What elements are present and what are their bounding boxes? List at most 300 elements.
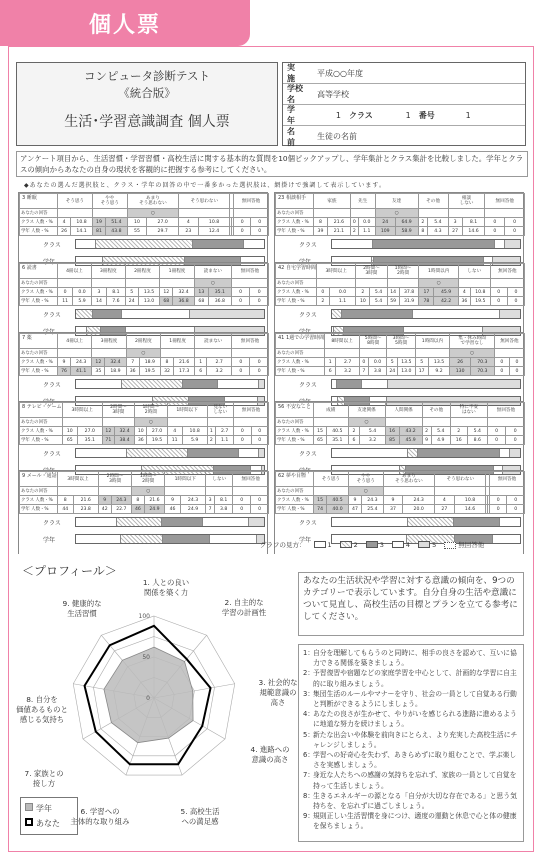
class-bar-segment-1 [76,518,117,526]
advice-item: 4： あなたの良さが生かせて、やりがいを感じられる進路に進めるように地道な努力を続けましょう。 [303,710,517,729]
grade-count-cell: 1.1 [329,297,356,306]
school-label: 学校名 [287,84,303,104]
grade-count-cell: 40.0 [327,505,349,514]
class-count-cell: 2.7 [216,427,234,436]
your-answer-cell: ○ [419,279,458,288]
panel-number: 3 [22,195,26,201]
row-label-class: クラス 人数・% [276,288,317,297]
class-count-cell: 13 [194,288,208,297]
class-bar-segment-5 [259,380,264,388]
class-count-cell: 8 [160,358,173,367]
row-label-you: あなたの回答 [20,209,58,218]
panel-category-name: メール・通話 [26,473,57,479]
gakunen-value: 1 [335,110,341,120]
class-bar-segment-5 [388,380,520,388]
grade-count-cell: 0 [251,505,269,514]
panel-table [19,471,269,514]
class-count-cell: 12 [92,358,105,367]
your-answer-cell: ○ [126,349,160,358]
legend-item-2: 2 [340,541,358,549]
class-count-cell: 26 [450,358,471,367]
your-answer-cell [92,209,127,218]
class-count-cell: 4 [167,427,182,436]
class-bar-segment-1 [76,240,96,248]
panel-table [275,471,525,514]
class-count-cell: 15 [314,427,327,436]
class-count-cell: 0 [234,218,251,227]
row-label-grade: 学年 人数・% [20,367,58,376]
row-label-class: クラス 人数・% [20,358,58,367]
grade-count-cell: 2 [350,227,358,236]
your-answer-cell: ○ [348,418,385,427]
panel-option-header: 無回答他 [234,403,269,418]
grade-count-cell: 7 [206,505,215,514]
panel-option-header: 5時間～ 8時間 [359,334,387,349]
class-count-cell: 24.3 [362,496,384,505]
class-bar-label: クラス [43,382,61,389]
panel-option-header: 4冊以上 [58,334,92,349]
grade-count-cell: 71 [102,436,114,445]
class-bar-segment-2 [122,380,183,388]
grade-count-cell: 6 [195,367,207,376]
class-count-cell: 0 [506,427,525,436]
class-count-cell: 0.0 [368,358,387,367]
panel-option-header: 無回答他 [231,264,268,279]
row-label-grade: 学年 人数・% [20,436,63,445]
class-count-cell: 4 [458,288,470,297]
class-count-cell: 0 [251,496,269,505]
panel-number: 8 [22,404,26,410]
grade-count-cell: 4.9 [431,436,450,445]
panel-category-name: 薬 [26,335,32,341]
grade-count-cell: 3.2 [336,367,360,376]
class-count-cell: 32.4 [115,427,135,436]
grade-count-cell: 20.0 [403,505,435,514]
panel-option-header: 2冊程度 [126,334,160,349]
class-bar-segment-3 [188,449,239,457]
gakunen-label: 学 年 [287,105,301,125]
advice-item: 3： 集団生活のルールやマナーを守り、社会の一員として自覚ある行動と判断ができるようにしましょう。 [303,689,517,709]
radar-scale-label: 50 [142,654,150,661]
your-answer-cell [160,279,195,288]
grade-count-cell: 2 [207,436,216,445]
info-row-class [283,105,525,126]
class-count-cell: 9 [58,358,71,367]
class-count-cell: 0 [487,427,506,436]
grade-count-cell: 0 [233,505,251,514]
your-answer-cell: ○ [450,349,494,358]
class-bar-segment-5 [190,310,264,318]
class-count-cell: 5 [387,358,398,367]
class-bar-segment-4 [413,310,499,318]
grade-bar-label: 学年 [43,537,56,544]
panel-option-header: しない [458,264,490,279]
grade-count-cell: 58.9 [395,227,418,236]
radar-axis-label: 3. 社会的な規範意識の高さ [258,678,298,707]
grade-bar-segment-4 [210,535,257,543]
panel-option-header: 2冊程度 [125,264,160,279]
grade-count-cell: 39 [314,227,328,236]
panel-option-header: 見ない しない [207,403,234,418]
radar-axis-label: 6. 学習への主体的な取り組み [70,807,130,826]
class-bar [331,309,521,319]
your-answer-cell [231,279,268,288]
grade-count-cell: 65 [62,436,77,445]
grade-count-cell: 0 [232,367,250,376]
panel-option-header: 集・休み時間 で学習なし [450,334,494,349]
row-label-class: クラス 人数・% [276,218,314,227]
grade-count-cell: 25.4 [362,505,384,514]
class-bar-segment-1 [76,380,122,388]
grade-count-cell: 5.4 [370,297,387,306]
grade-count-cell: 36.8 [173,297,194,306]
grade-count-cell: 43.8 [106,227,128,236]
panel-option-header: 読まない [194,264,231,279]
class-count-cell: 70.3 [470,358,494,367]
panel-table [19,333,269,376]
your-answer-cell [58,487,99,496]
panel-option-header: 3冊程度 [91,264,125,279]
panel-table [275,263,525,306]
grade-count-cell: 24.9 [180,505,205,514]
radar-axis-label: 1. 人との良い関係を築く力 [142,578,190,597]
your-answer-cell [435,487,486,496]
grade-count-cell: 11 [58,297,73,306]
panel-option-header: 3冊程度 [92,334,126,349]
radar-legend-grade: 学年 [25,801,73,816]
class-bar-segment-2 [76,310,93,318]
class-count-cell: 10.8 [198,218,230,227]
grade-count-cell: 11 [167,436,182,445]
panel-option-header: 1冊程度 [160,334,194,349]
class-bar-segment-4 [218,380,259,388]
class-count-cell: 5.4 [467,427,487,436]
your-answer-cell: ○ [127,209,178,218]
your-answer-cell [359,349,387,358]
advice-item: 9： 規則正しい生活習慣を身につけ、適度の運動と休息で心と体の健康を保ちましょう。 [303,812,517,831]
panel-option-header: 3時間～ 5時間 [387,334,415,349]
class-bar [75,517,265,527]
radar-axis-label: 2. 自主的な学習の計画性 [221,598,267,617]
grade-count-cell: 36.8 [208,297,231,306]
panel-option-header: 成績 [314,403,349,418]
your-answer-cell [356,279,387,288]
your-answer-cell [58,279,92,288]
advice-item: 1： 自分を理解してもらうのと同時に、相手の良さを認めて、互いに協力できる関係を築きましょう。 [303,649,517,668]
intro-text: アンケート項目から、生活習慣・学習習慣・高校生活に関する基本的な質問を10個ピックアップし、学年集計とクラス集計を比較しました。学年とクラスの傾向からあなたの自身の現状を客観的に把握する参考にしてください。 [16,151,528,177]
class-count-cell: 10.8 [470,288,490,297]
class-count-cell: 1 [195,358,207,367]
your-answer-cell: ○ [348,487,383,496]
class-count-cell: 10 [62,427,77,436]
class-count-cell: 8 [132,496,145,505]
grade-count-cell: 78 [419,297,434,306]
class-count-cell: 27.0 [77,427,102,436]
class-bar-segment-3 [162,518,203,526]
school-value: 高等学校 [317,89,349,99]
row-label-you: あなたの回答 [276,487,314,496]
grade-count-cell: 24 [387,367,398,376]
grade-bar-label: 学年 [299,537,312,544]
class-count-cell: 3 [448,218,462,227]
class-bar-label: クラス [299,242,317,249]
class-bar-segment-3 [183,380,219,388]
jisshi-label: 実 施 [287,63,301,83]
class-count-cell: 0 [350,218,358,227]
bango-label: 番号 [418,110,435,120]
your-answer-cell [165,487,206,496]
radar-axis-label: 8. 自分を価値あるものと感じる気持ち [16,695,68,724]
name-value: 生徒の名前 [317,132,357,141]
class-bar [75,309,265,319]
panel-option-header: 無回答他 [490,264,524,279]
class-count-cell: 40.5 [327,496,349,505]
panel-option-header: 3時間以上 [58,472,99,487]
panel-option-header: 1冊程度 [160,264,195,279]
panel-option-header: 無回答他 [232,334,269,349]
grade-bar-label: 学年 [299,399,312,406]
panel-option-header: 先生 [350,194,375,209]
legend-item-1: 1 [314,541,332,549]
panel-category-name: 夢や目標 [285,473,306,479]
panel-table [275,333,525,376]
grade-count-cell: 16 [450,436,467,445]
your-answer-cell [167,418,207,427]
class-count-cell: 5 [415,358,428,367]
grade-count-cell: 0 [231,297,250,306]
class-bar-segment-5 [259,449,264,457]
grade-count-cell: 8.6 [467,436,487,445]
class-count-cell: 32.4 [105,358,126,367]
panel-option-header: 4冊以上 [58,264,92,279]
class-count-cell: 45.9 [434,288,458,297]
class-count-cell: 9 [165,496,181,505]
your-answer-cell [487,418,524,427]
bango-value: 1 [465,110,471,120]
your-answer-cell [62,418,102,427]
grade-count-cell: 13.0 [138,297,159,306]
class-count-cell: 0 [490,496,507,505]
jisshi-value: 平成○○年度 [317,68,363,78]
grade-count-cell: 0 [490,297,507,306]
grade-count-cell: 42 [98,505,111,514]
panel-table [19,402,269,445]
panel-option-header: 3時間以上 [62,403,102,418]
radar-axis-label: 5. 高校生活への満足感 [180,807,220,826]
grade-count-cell: 0 [505,227,525,236]
grade-count-cell: 26 [58,227,71,236]
panel-option-header: 無回答他 [234,194,269,209]
class-count-cell: 0.0 [73,288,92,297]
advice-item: 6： 学習への好奇心を失わず、あきらめずに取り組むことで、学ぶ楽しさを実感しましょう。 [303,751,517,770]
class-count-cell: 21.6 [73,496,98,505]
class-count-cell: 21.6 [144,496,165,505]
row-label-grade: 学年 人数・% [20,297,58,306]
class-count-cell: 4 [435,496,454,505]
radar-scale-label: 0 [146,695,150,702]
row-label-grade: 学年 人数・% [276,505,314,514]
class-count-cell: 8.1 [107,288,126,297]
your-answer-cell [490,487,525,496]
profile-title: ＜プロフィール＞ [22,564,117,578]
grade-count-cell: 19.5 [470,297,490,306]
your-answer-cell [448,209,485,218]
grade-count-cell: 2 [316,297,329,306]
panel-option-header: しない [206,472,233,487]
grade-count-cell: 85 [385,436,399,445]
your-answer-cell [207,418,234,427]
document-title-box [16,62,278,146]
grade-count-cell: 23.8 [73,505,98,514]
row-label-class: クラス 人数・% [20,496,58,505]
your-answer-cell: ○ [375,209,418,218]
grade-count-cell: 68 [160,297,173,306]
class-count-cell: 16 [385,427,399,436]
class-count-cell: 2.7 [336,358,360,367]
grade-bar [75,534,265,544]
class-bar-segment-4 [203,518,249,526]
class-count-cell: 10.8 [71,218,93,227]
grade-count-cell: 17 [415,367,428,376]
your-answer-cell [58,349,92,358]
grade-bar-label: 学年 [43,468,56,475]
class-count-cell: 24.3 [403,496,435,505]
class-count-cell: 2 [356,288,370,297]
panel-option-header: 友達関係 [348,403,385,418]
grade-count-cell: 13.0 [398,367,415,376]
class-count-cell: 24.3 [180,496,205,505]
panel-option-header: 家族 [314,194,351,209]
class-count-cell: 8 [314,218,328,227]
panel-option-header: 2時間～ 3時間 [98,472,131,487]
grade-count-cell: 0 [251,436,269,445]
grade-count-cell: 35.1 [77,436,102,445]
panel-option-header: 1時間以内 [419,264,458,279]
class-bar-segment-4 [122,310,190,318]
grade-count-cell: 8 [418,227,428,236]
panel-option-header: そう思わない [179,194,230,209]
panel-option-header: 無回答他 [485,194,525,209]
class-value: 1 [405,110,411,120]
class-count-cell: 10 [135,427,147,436]
grade-count-cell: 0 [506,436,525,445]
class-count-cell: 2.7 [207,358,232,367]
grade-count-cell: 19.5 [139,367,160,376]
class-bar [331,517,521,527]
class-bar-segment-2 [96,240,193,248]
grade-count-cell: 17.3 [174,367,195,376]
class-count-cell: 2 [422,427,431,436]
panel-number: 6 [22,265,26,271]
grade-count-cell: 37 [383,505,402,514]
grade-count-cell: 130 [450,367,471,376]
panel-option-header: 1時間以下 [167,403,207,418]
class-count-cell: 24.3 [111,496,132,505]
your-answer-cell [415,349,450,358]
class-bar-segment-1 [332,240,373,248]
panel-category-name: 睡眠 [26,195,37,201]
your-answer-cell [206,487,233,496]
class-count-cell: 0.0 [329,288,356,297]
panel-option-header: 無回答他 [490,472,525,487]
class-bar-segment-2 [127,449,188,457]
class-count-cell: 0 [251,427,269,436]
grade-count-cell: 9 [422,436,431,445]
info-row-name [283,126,525,147]
grade-count-cell: 5.9 [182,436,207,445]
row-label-grade: 学年 人数・% [276,227,314,236]
class-count-cell: 9 [383,496,402,505]
panel-option-header: 無回答他 [487,403,524,418]
info-row-jisshi [283,63,525,84]
grade-count-cell: 70.3 [470,367,494,376]
class-count-cell: 0 [490,288,507,297]
grade-count-cell: 14.6 [454,505,486,514]
grade-bar-segment-2 [121,535,164,543]
class-count-cell: 8 [58,496,74,505]
class-bar-segment-2 [408,518,454,526]
class-count-cell: 43.2 [399,427,422,436]
class-count-cell: 0 [485,218,505,227]
class-bar-label: クラス [43,242,61,249]
grade-bar-label: 学年 [299,329,312,336]
class-count-cell: 17 [419,288,434,297]
legend-label: グラフの見方： [260,541,306,549]
grade-count-cell: 24.9 [144,505,165,514]
your-answer-cell [458,279,490,288]
grade-count-cell: 45.9 [399,436,422,445]
grade-count-cell: 36 [458,297,470,306]
grade-count-cell: 29.7 [147,227,179,236]
class-count-cell: 13.5 [138,288,159,297]
class-count-cell: 27.0 [147,218,179,227]
panel-option-header: あまり そう思わない [383,472,434,487]
panel-category-name: テレビ・ゲーム [26,404,62,410]
panel-option-header: 読まない [195,334,232,349]
grade-count-cell: 46 [165,505,181,514]
panel-option-header: そう思う [58,194,93,209]
your-answer-cell [234,418,269,427]
grade-count-cell: 31.9 [399,297,419,306]
radar-axis-label: 4. 進路への意識の高さ [250,745,290,764]
grade-count-cell: 65 [314,436,327,445]
advice-item: 7： 身近な人たちへの感謝の気持ちを忘れず、家族の一員として自覚を持って生活しましょう。 [303,771,517,790]
grade-count-cell: 3.2 [207,367,232,376]
row-label-class: クラス 人数・% [276,427,314,436]
panel-option-header: 1時間～ 2時間 [135,403,167,418]
grade-count-cell: 1.1 [358,227,375,236]
graph-note: ◆あなたの選んだ選択肢と、クラス・学年の回答の中で一番多かった選択肢は、網掛けで強調して表示しています。 [24,182,386,189]
class-count-cell: 2 [348,427,360,436]
class-bar-segment-2 [332,310,342,318]
class-count-cell: 0 [250,288,269,297]
grade-count-cell: 0 [490,505,507,514]
your-answer-cell [385,418,422,427]
class-bar-segment-5 [500,310,520,318]
panel-option-header: 人間関係 [385,403,422,418]
legend-item-na: 無回答他 [444,540,484,549]
class-bar-segment-2 [408,449,418,457]
panel-option-header: そう思う [314,472,349,487]
panel-option-header: 友達 [375,194,418,209]
panel-category-name: 相談相手 [285,195,306,201]
panel-category-name: 不安なこと [285,404,311,410]
grade-count-cell: 32 [160,367,173,376]
class-count-cell: 21.6 [174,358,195,367]
class-bar-segment-3 [454,518,500,526]
grade-count-cell: 3.8 [214,505,232,514]
panel-table [275,402,525,445]
